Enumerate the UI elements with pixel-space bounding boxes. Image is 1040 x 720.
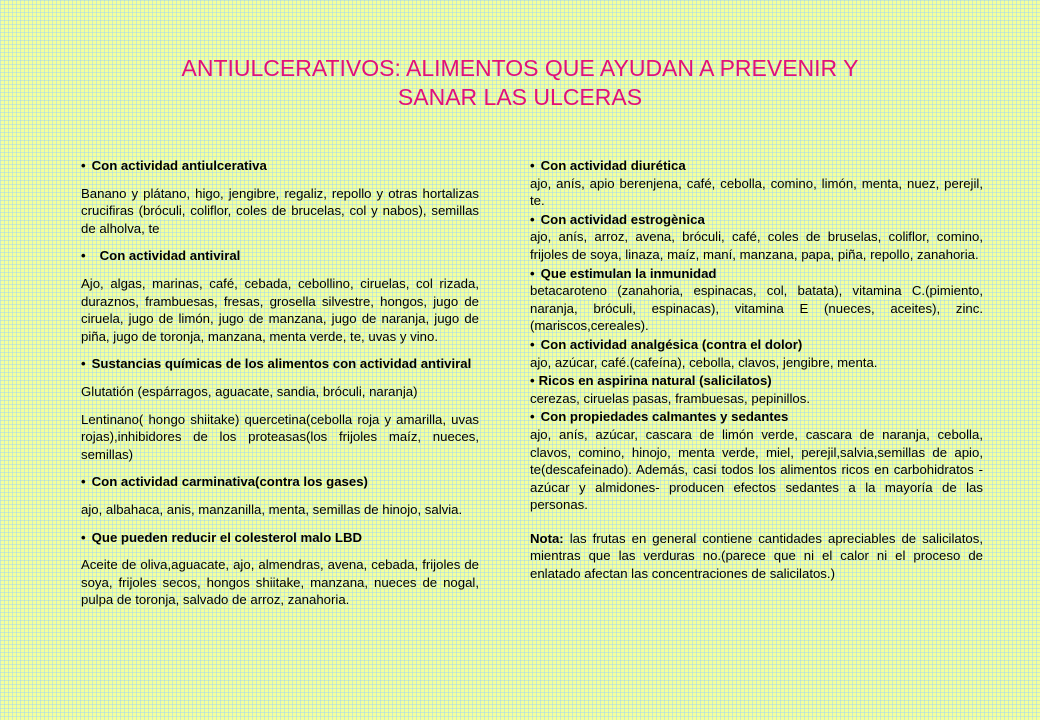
heading-label: Con actividad carminativa(contra los gases): [91, 474, 368, 490]
bullet: •: [530, 409, 535, 425]
section-heading-antiviral: [81, 247, 479, 265]
heading-label: Ricos en aspirina natural (salicilatos): [538, 373, 772, 389]
bullet: •: [530, 211, 535, 227]
section-heading-carminativa: [81, 473, 479, 491]
heading-label: Con actividad estrogènica: [540, 211, 705, 227]
section-text-analgesica: ajo, azúcar, café.(cafeína), cebolla, clavos, jengibre, menta.: [530, 354, 878, 370]
bullet: •: [81, 529, 86, 545]
section-text-glutation: Glutatión (espárragos, aguacate, sandia, bróculi, naranja): [81, 383, 418, 399]
page-title: [60, 54, 980, 112]
section-text-inmunidad: betacaroteno (zanahoria, espinacas, col, batata), vitamina C.(pimiento, naranja, bróculi, espinacas), vitamina E (nueces, aceites), zinc.(mariscos,cereales).: [530, 283, 983, 334]
section-heading-inmunidad: [530, 265, 983, 283]
title-line-2: SANAR LAS ULCERAS: [397, 84, 643, 110]
heading-label: Con actividad analgésica (contra el dolor): [540, 336, 803, 352]
section-heading-calmantes: [530, 408, 983, 426]
heading-label: Con propiedades calmantes y sedantes: [540, 409, 789, 425]
section-text-carminativa: ajo, albahaca, anis, manzanilla, menta, semillas de hinojo, salvia.: [81, 501, 463, 517]
section-text-colesterol: Aceite de oliva,aguacate, ajo, almendras, avena, cebada, frijoles de soya, frijoles secos, hongos shiitake, manzana, nueces de nogal, pulpa de toronja, salvado de arroz, zanahoria.: [81, 557, 479, 608]
section-text-salicilatos: cerezas, ciruelas pasas, frambuesas, pepinillos.: [530, 390, 811, 406]
bullet: •: [530, 373, 535, 389]
bullet: •: [81, 248, 86, 264]
section-heading-diuretica: [530, 157, 983, 175]
section-text-lentinano: Lentinano( hongo shiitake) quercetina(cebolla roja y amarilla, uvas rojas),inhibidores de los proteasas(los frijoles maíz, nueces, semillas): [81, 411, 479, 462]
section-text-antiulcerativa: Banano y plátano, higo, jengibre, regaliz, repollo y otras hortalizas crucifiras (bróculi, coliflor, coles de brucelas, col y nabos), semillas de alholva, te: [81, 185, 479, 236]
title-line-1: ANTIULCERATIVOS: ALIMENTOS QUE AYUDAN A PREVENIR Y: [181, 55, 859, 81]
left-column: [81, 157, 479, 619]
bullet: •: [530, 265, 535, 281]
heading-label: Sustancias químicas de los alimentos con actividad antiviral: [91, 356, 472, 372]
section-text-diuretica: ajo, anís, apio berenjena, café, cebolla, comino, limón, menta, nuez, perejil, te.: [530, 175, 983, 209]
section-heading-analgesica: [530, 336, 983, 354]
bullet: •: [530, 158, 535, 173]
note-label: Nota:: [530, 530, 564, 546]
heading-label: Con actividad diurética: [540, 158, 686, 173]
section-heading-estrogenica: [530, 211, 983, 229]
section-heading-colesterol: [81, 529, 479, 547]
bullet: •: [81, 158, 86, 173]
section-heading-antiulcerativa: [81, 157, 479, 175]
heading-label: Con actividad antiviral: [99, 248, 241, 264]
section-heading-salicilatos: [530, 372, 983, 390]
bullet: •: [530, 336, 535, 352]
section-text-estrogenica: ajo, anís, arroz, avena, bróculi, café, coles de bruselas, coliflor, comino, frijoles de soya, linaza, maíz, maní, manzana, papa, piña, repollo, zanahoria.: [530, 229, 983, 262]
bullet: •: [81, 356, 86, 372]
section-heading-sustancias: [81, 355, 479, 373]
bullet: •: [81, 474, 86, 490]
heading-label: Que estimulan la inmunidad: [540, 265, 717, 281]
heading-label: Que pueden reducir el colesterol malo LBD: [91, 529, 363, 545]
right-column: [530, 157, 983, 583]
section-text-calmantes: ajo, anís, azúcar, cascara de limón verde, cascara de naranja, cebolla, clavos, comino, hinojo, menta verde, miel, perejil,salvia,semillas de apio, te(descafeinado). Además, casi todos los alimentos ricos en carbohidratos -azúcar y almidones- producen efectos sedantes a la mayoría de las personas.: [530, 426, 983, 513]
heading-label: Con actividad antiulcerativa: [91, 158, 267, 173]
note-paragraph: [530, 530, 983, 583]
note-text: las frutas en general contiene cantidades apreciables de salicilatos, mientras que las verduras no.(parece que ni el calor ni el proceso de enlatado afectan las concentraciones de salicilatos.): [530, 530, 983, 582]
section-text-antiviral: Ajo, algas, marinas, café, cebada, cebollino, ciruelas, col rizada, duraznos, frambuesas, fresas, grosella silvestre, hongos, jugo de ciruela, jugo de limón, jugo de manzana, jugo de naranja, jugo de piña, jugo de toronja, manzana, menta verde, te, uvas y vino.: [81, 275, 479, 344]
